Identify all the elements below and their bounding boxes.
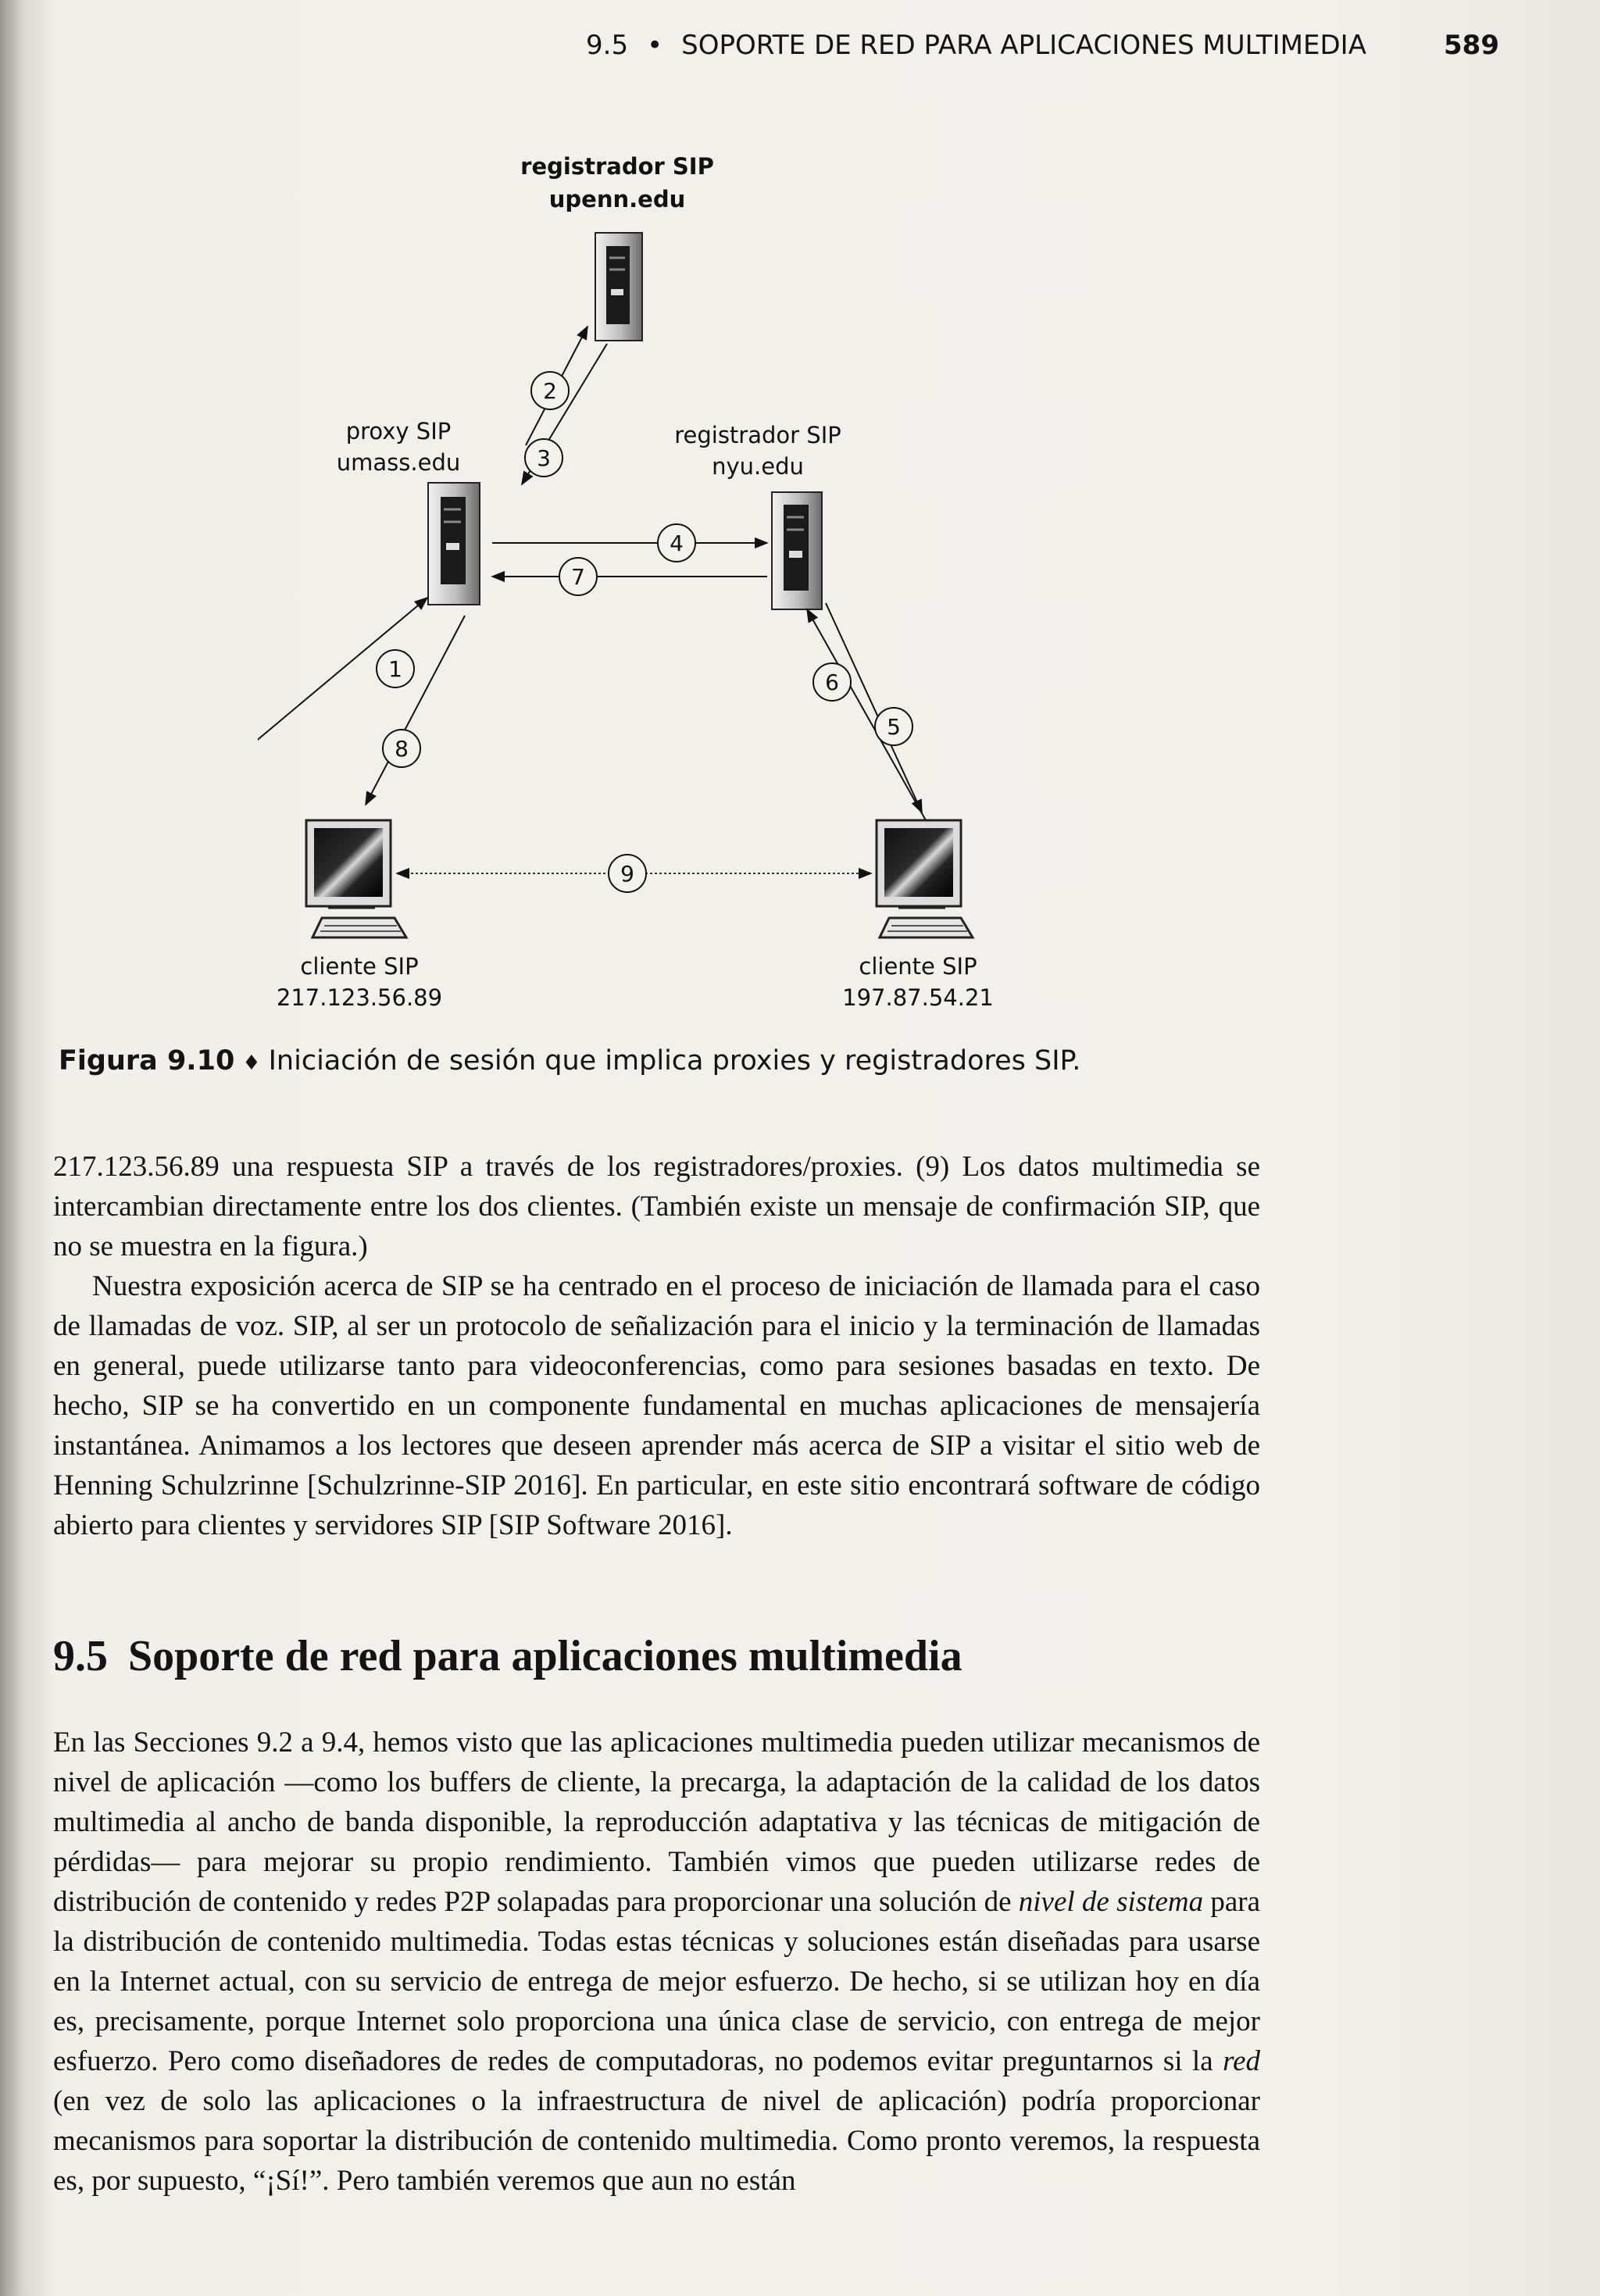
- section-text-emphasis-2: red: [1223, 2045, 1261, 2077]
- step-5-marker: [875, 708, 912, 745]
- svg-text:7: 7: [571, 564, 585, 590]
- paragraph-sip-discussion: Nuestra exposición acerca de SIP se ha centrado en el proceso de iniciación de llamada para el caso de llamadas de voz. SIP, al ser un protocolo de señalización para el inicio y la terminación de llamadas en general, puede utilizarse tanto para videoconferencias, como para sesiones basadas en texto. De hecho, SIP se ha convertido en un componente fundamental en muchas aplicaciones de mensajería instantánea. Animamos a los lectores que deseen aprender más acerca de SIP a visitar el sitio web de Henning Schulzrinne [Schulzrinne-SIP 2016]. En particular, en este sitio encontrará software de código abierto para clientes y servidores SIP [SIP Software 2016].: [53, 1270, 1260, 1541]
- svg-text:8: 8: [395, 736, 409, 762]
- client-right-ip: 197.87.54.21: [842, 984, 994, 1011]
- sip-diagram: [258, 148, 1039, 1031]
- step-1-marker: [377, 650, 414, 687]
- body-text-top: [53, 1147, 1260, 1545]
- running-head-section: 9.5: [586, 30, 629, 61]
- running-head: [586, 30, 1366, 61]
- svg-text:4: 4: [670, 530, 684, 556]
- section-text-emphasis-1: nivel de sistema: [1018, 1886, 1204, 1918]
- step-4-marker: [658, 524, 695, 562]
- proxy-umass-label: proxy SIP: [345, 418, 452, 445]
- client-left-label: cliente SIP: [300, 953, 419, 980]
- figure-9-10: [258, 148, 1039, 1031]
- svg-text:3: 3: [537, 445, 551, 471]
- running-head-title: SOPORTE DE RED PARA APLICACIONES MULTIMEDIA: [681, 30, 1366, 61]
- registrar-upenn-domain: upenn.edu: [548, 186, 686, 212]
- body-text-section: [53, 1723, 1260, 2201]
- section-text-part-1: En las Secciones 9.2 a 9.4, hemos visto que las aplicaciones multimedia pueden utilizar mecanismos de nivel de aplicación —como los buffers de cliente, la precarga, la adaptación de la calidad de los datos multimedia al ancho de banda disponible, la reproducción adaptativa y las técnicas de mitigación de pérdidas— para mejorar su propio rendimiento. También vimos que pueden utilizarse redes de distribución de contenido y redes P2P solapadas para proporcionar una solución de: [53, 1726, 1260, 1918]
- svg-text:9: 9: [620, 861, 634, 887]
- running-head-bullet: •: [647, 30, 663, 61]
- arrow-8: [366, 616, 465, 805]
- svg-text:5: 5: [887, 714, 901, 740]
- figure-caption-text: Iniciación de sesión que implica proxies y registradores SIP.: [268, 1045, 1081, 1077]
- registrar-upenn-label: registrador SIP: [520, 153, 714, 180]
- server-upenn-icon: [595, 233, 642, 341]
- paragraph-continuation: 217.123.56.89 una respuesta SIP a través de los registradores/proxies. (9) Los datos multimedia se intercambian directamente entre los dos clientes. (También existe un mensaje de confirmación SIP, que no se muestra en la figura.): [53, 1151, 1260, 1262]
- proxy-umass-domain: umass.edu: [336, 449, 461, 476]
- svg-text:6: 6: [825, 670, 839, 695]
- step-6-marker: [813, 663, 851, 701]
- server-umass-icon: [428, 483, 480, 605]
- server-nyu-icon: [772, 492, 822, 609]
- client-right-label: cliente SIP: [859, 953, 977, 980]
- step-8-marker: [383, 730, 420, 767]
- registrar-nyu-label: registrador SIP: [674, 422, 841, 448]
- client-right-computer-icon: [877, 820, 973, 937]
- step-2-marker: [531, 372, 569, 409]
- registrar-nyu-domain: nyu.edu: [712, 453, 804, 480]
- client-left-computer-icon: [306, 820, 406, 937]
- section-text-part-3: (en vez de solo las aplicaciones o la infraestructura de nivel de aplicación) podría proporcionar mecanismos para soportar la distribución de contenido multimedia. Como pronto veremos, la respuesta es, por supuesto, “¡Sí!”. Pero también veremos que aun no están: [53, 2085, 1260, 2197]
- step-3-marker: [525, 439, 562, 477]
- arrow-5: [826, 603, 922, 812]
- paragraph-section-intro: [53, 1723, 1260, 2201]
- step-7-marker: [559, 558, 597, 595]
- figure-caption: [59, 1045, 1080, 1077]
- figure-caption-label: Figura 9.10: [59, 1045, 235, 1077]
- client-left-ip: 217.123.56.89: [276, 984, 443, 1011]
- arrow-1: [258, 598, 427, 798]
- section-heading: [53, 1631, 962, 1681]
- svg-text:1: 1: [388, 656, 402, 682]
- page-number: 589: [1444, 30, 1499, 61]
- step-9-marker: [609, 855, 646, 892]
- section-text-part-2: para la distribución de contenido multimedia. Todas estas técnicas y soluciones están diseñadas para usarse en la Internet actual, con su servicio de entrega de mejor esfuerzo. De hecho, si se utilizan hoy en día es, precisamente, porque Internet solo proporciona una única clase de servicio, con entrega de mejor esfuerzo. Pero como diseñadores de redes de computadoras, no podemos evitar preguntarnos si la: [53, 1886, 1261, 2077]
- svg-text:2: 2: [543, 378, 557, 404]
- caption-diamond-icon: ♦: [242, 1052, 261, 1075]
- section-title: Soporte de red para aplicaciones multimedia: [128, 1632, 962, 1680]
- section-number: 9.5: [53, 1632, 108, 1680]
